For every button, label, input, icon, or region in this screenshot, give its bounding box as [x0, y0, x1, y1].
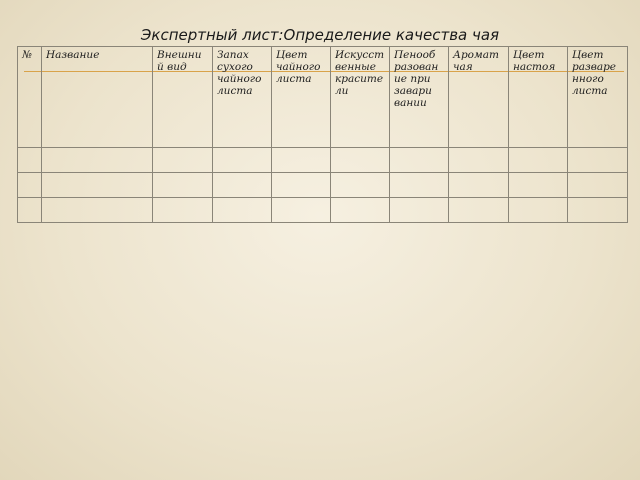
header-cell-artificial-dyes: Искусст венные красите ли [331, 47, 390, 148]
table-cell[interactable] [272, 173, 331, 198]
table-cell[interactable] [449, 198, 509, 223]
table-cell[interactable] [331, 198, 390, 223]
header-cell-aroma: Аромат чая [449, 47, 509, 148]
table-cell[interactable] [42, 148, 153, 173]
header-cell-brewed-leaf-color: Цвет развaре нного листа [568, 47, 628, 148]
header-row [18, 47, 628, 148]
header-cell-number: № [18, 47, 42, 148]
table-cell[interactable] [272, 148, 331, 173]
table-row [18, 148, 628, 173]
table-cell[interactable] [18, 148, 42, 173]
table-cell[interactable] [213, 173, 272, 198]
header-cell-dry-leaf-smell: Запах сухого чайного листа [213, 47, 272, 148]
table-cell[interactable] [42, 173, 153, 198]
table-cell[interactable] [213, 148, 272, 173]
table-cell[interactable] [153, 198, 213, 223]
header-cell-appearance: Внешни й вид [153, 47, 213, 148]
table-cell[interactable] [509, 198, 568, 223]
table-row [18, 198, 628, 223]
table-cell[interactable] [449, 173, 509, 198]
table-cell[interactable] [390, 173, 449, 198]
table-cell[interactable] [509, 148, 568, 173]
table-cell[interactable] [509, 173, 568, 198]
table-cell[interactable] [449, 148, 509, 173]
header-cell-name: Название [42, 47, 153, 148]
table-cell[interactable] [568, 148, 628, 173]
sheet-title: Экспертный лист:Определение качества чая [140, 26, 500, 44]
table-cell[interactable] [213, 198, 272, 223]
expert-table [17, 46, 628, 223]
table-cell[interactable] [390, 198, 449, 223]
header-cell-leaf-color: Цвет чайного листа [272, 47, 331, 148]
table-cell[interactable] [153, 148, 213, 173]
table-cell[interactable] [568, 198, 628, 223]
table-cell[interactable] [331, 173, 390, 198]
table-cell[interactable] [18, 198, 42, 223]
table-row [18, 173, 628, 198]
header-cell-infusion-color: Цвет настоя [509, 47, 568, 148]
header-cell-foaming: Пенооб разован ие при завари вании [390, 47, 449, 148]
table-cell[interactable] [153, 173, 213, 198]
table-cell[interactable] [568, 173, 628, 198]
table-cell[interactable] [42, 198, 153, 223]
table-cell[interactable] [331, 148, 390, 173]
table-cell[interactable] [272, 198, 331, 223]
table-cell[interactable] [18, 173, 42, 198]
table-cell[interactable] [390, 148, 449, 173]
